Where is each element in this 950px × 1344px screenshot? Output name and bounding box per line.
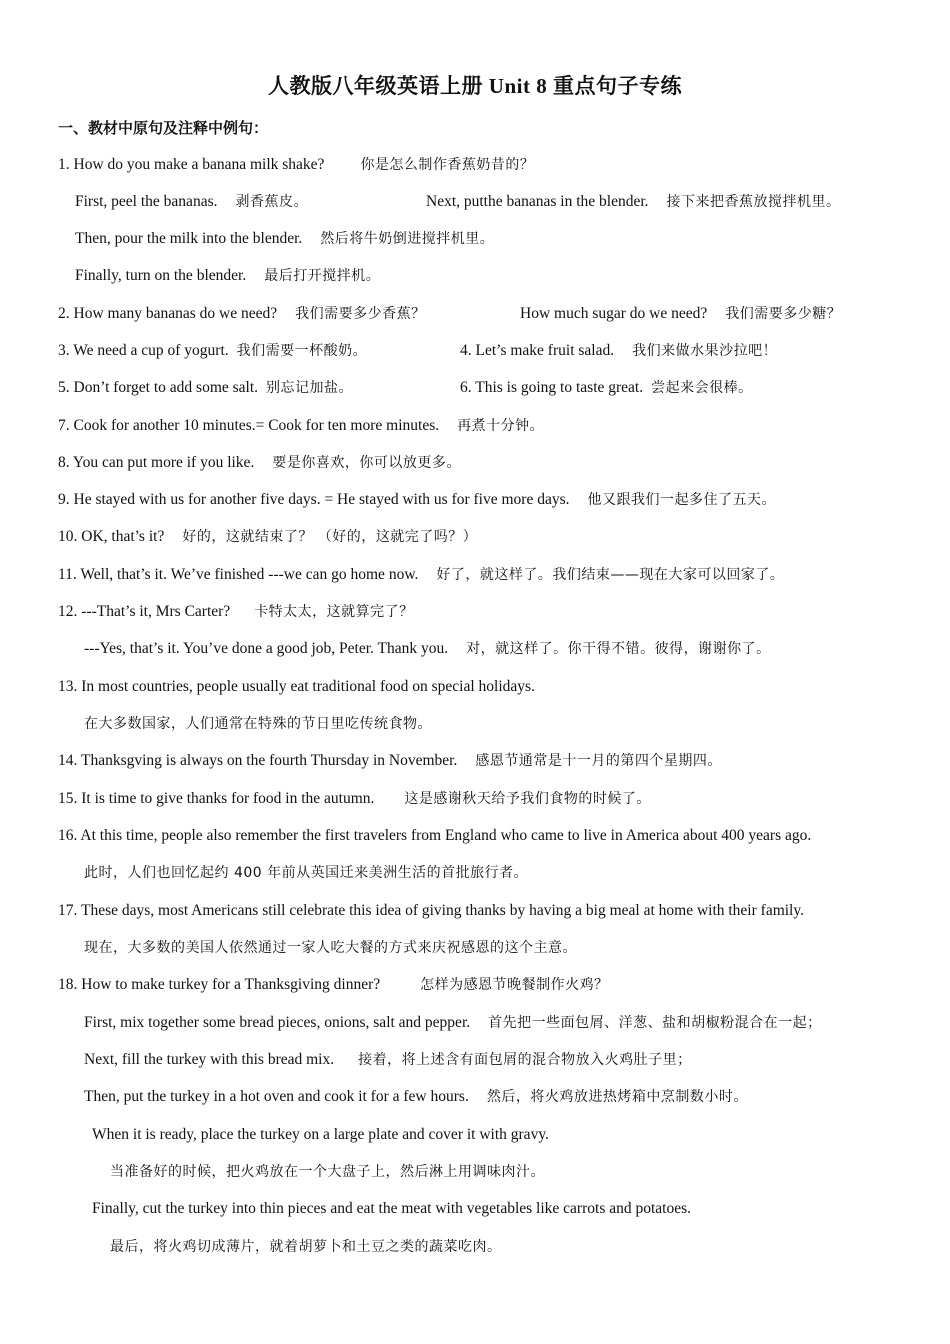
english-sentence: 2. How many bananas do we need? [58, 305, 278, 322]
page-title: 人教版八年级英语上册 Unit 8 重点句子专练 [268, 74, 682, 98]
english-sentence: 9. He stayed with us for another five days. = He stayed with us for five more days. [58, 491, 570, 508]
english-sentence: 12. ---That’s it, Mrs Carter? [58, 603, 231, 620]
english-sentence: 7. Cook for another 10 minutes.= Cook for ten more minutes. [58, 417, 440, 434]
english-sentence: Finally, turn on the blender. [75, 267, 247, 284]
section-heading: 一、教材中原句及注释中例句： [58, 121, 269, 137]
sentence-line [84, 639, 771, 659]
sentence-line [75, 229, 494, 249]
sentence-line [58, 975, 609, 995]
chinese-translation: 好了，就这样了。我们结束——现在大家可以回家了。 [436, 567, 785, 583]
chinese-translation: 最后，将火鸡切成薄片，就着胡萝卜和土豆之类的蔬菜吃肉。 [110, 1239, 502, 1255]
sentence-line [110, 1237, 502, 1257]
chinese-translation: 好的，这就结束了？ （好的，这就完了吗？） [182, 529, 478, 545]
chinese-translation: 这是感谢秋天给予我们食物的时候了。 [404, 791, 651, 807]
sentence-line [460, 341, 777, 361]
chinese-translation: 我们需要多少香蕉？ [295, 306, 426, 322]
english-sentence: 5. Don’t forget to add some salt. [58, 379, 259, 396]
sentence-line [58, 304, 426, 324]
chinese-translation: 在大多数国家，人们通常在特殊的节日里吃传统食物。 [84, 716, 432, 732]
sentence-line [84, 938, 577, 958]
sentence-line [460, 378, 753, 398]
english-sentence: 11. Well, that’s it. We’ve finished ---we can go home now. [58, 566, 419, 583]
chinese-translation: 感恩节通常是十一月的第四个星期四。 [475, 753, 722, 769]
english-sentence: When it is ready, place the turkey on a large plate and cover it with gravy. [92, 1126, 549, 1143]
english-sentence: First, mix together some bread pieces, onions, salt and pepper. [84, 1014, 471, 1031]
sentence-line [84, 714, 432, 734]
sentence-line [84, 863, 528, 883]
chinese-translation: 剥香蕉皮。 [235, 194, 308, 210]
sentence-line [58, 751, 722, 771]
english-sentence: 14. Thanksgving is always on the fourth Thursday in November. [58, 752, 458, 769]
sentence-line [84, 1087, 748, 1107]
english-sentence: 6. This is going to taste great. [460, 379, 644, 396]
chinese-translation: 最后打开搅拌机。 [264, 268, 381, 284]
sentence-line [58, 901, 804, 921]
chinese-translation: 卡特太太，这就算完了？ [254, 604, 414, 620]
english-sentence: 4. Let’s make fruit salad. [460, 342, 615, 359]
english-sentence: Then, put the turkey in a hot oven and cook it for a few hours. [84, 1088, 469, 1105]
chinese-translation: 首先把一些面包屑、洋葱、盐和胡椒粉混合在一起； [488, 1015, 822, 1031]
sentence-line [426, 192, 841, 212]
sentence-line [520, 304, 841, 324]
chinese-translation: 我们需要多少糖？ [725, 306, 842, 322]
chinese-translation: 现在，大多数的美国人依然通过一家人吃大餐的方式来庆祝感恩的这个主意。 [84, 940, 577, 956]
english-sentence: Next, putthe bananas in the blender. [426, 193, 649, 210]
english-sentence: 13. In most countries, people usually eat traditional food on special holidays. [58, 678, 535, 695]
chinese-translation: 他又跟我们一起多住了五天。 [587, 492, 776, 508]
chinese-translation: 当准备好的时候，把火鸡放在一个大盘子上，然后淋上用调味肉汁。 [110, 1164, 545, 1180]
sentence-line [58, 826, 811, 846]
english-sentence: 18. How to make turkey for a Thanksgiving dinner? [58, 976, 381, 993]
chinese-translation: 怎样为感恩节晚餐制作火鸡？ [420, 977, 609, 993]
sentence-line [58, 490, 776, 510]
sentence-line [58, 565, 784, 585]
sentence-line [92, 1199, 691, 1219]
sentence-line [110, 1162, 545, 1182]
chinese-translation: 你是怎么制作香蕉奶昔的？ [360, 157, 535, 173]
english-sentence: 15. It is time to give thanks for food in the autumn. [58, 790, 375, 807]
english-sentence: How much sugar do we need? [520, 305, 708, 322]
chinese-translation: 然后，将火鸡放进热烤箱中烹制数小时。 [486, 1089, 748, 1105]
chinese-translation: 然后将牛奶倒进搅拌机里。 [320, 231, 495, 247]
english-sentence: 8. You can put more if you like. [58, 454, 255, 471]
english-sentence: 1. How do you make a banana milk shake? [58, 156, 325, 173]
sentence-line [58, 602, 414, 622]
sentence-line [75, 192, 308, 212]
sentence-line [58, 155, 534, 175]
sentence-line [58, 416, 544, 436]
english-sentence: 16. At this time, people also remember the first travelers from England who came to live in America about 400 years ago. [58, 827, 812, 844]
sentence-line [58, 453, 461, 473]
sentence-line [58, 378, 353, 398]
english-sentence: 17. These days, most Americans still celebrate this idea of giving thanks by having a big meal at home with their family. [58, 902, 804, 919]
english-sentence: 10. OK, that’s it? [58, 528, 165, 545]
chinese-translation: 我们来做水果沙拉吧！ [632, 343, 778, 359]
chinese-translation: 要是你喜欢，你可以放更多。 [272, 455, 461, 471]
english-sentence: First, peel the bananas. [75, 193, 218, 210]
sentence-line [84, 1050, 692, 1070]
sentence-line [58, 341, 367, 361]
sentence-line [58, 677, 535, 697]
english-sentence: Next, fill the turkey with this bread mix. [84, 1051, 335, 1068]
chinese-translation: 我们需要一杯酸奶。 [236, 343, 368, 359]
chinese-translation: 再煮十分钟。 [457, 418, 545, 434]
chinese-translation: 此时，人们也回忆起约 400 年前从英国迁来美洲生活的首批旅行者。 [84, 865, 529, 881]
english-sentence: 3. We need a cup of yogurt. [58, 342, 229, 359]
english-sentence: Finally, cut the turkey into thin pieces and eat the meat with vegetables like carrots and potatoes. [92, 1200, 692, 1217]
english-sentence: Then, pour the milk into the blender. [75, 230, 303, 247]
sentence-line [84, 1013, 822, 1033]
chinese-translation: 尝起来会很棒。 [651, 380, 753, 396]
chinese-translation: 接下来把香蕉放搅拌机里。 [666, 194, 841, 210]
chinese-translation: 别忘记加盐。 [266, 380, 354, 396]
chinese-translation: 接着，将上述含有面包屑的混合物放入火鸡肚子里； [358, 1052, 692, 1068]
english-sentence: ---Yes, that’s it. You’ve done a good job, Peter. Thank you. [84, 640, 449, 657]
sentence-line [58, 527, 477, 547]
chinese-translation: 对，就这样了。你干得不错。彼得，谢谢你了。 [466, 641, 771, 657]
sentence-line [58, 789, 651, 809]
sentence-line [75, 266, 380, 286]
sentence-line [92, 1125, 549, 1145]
